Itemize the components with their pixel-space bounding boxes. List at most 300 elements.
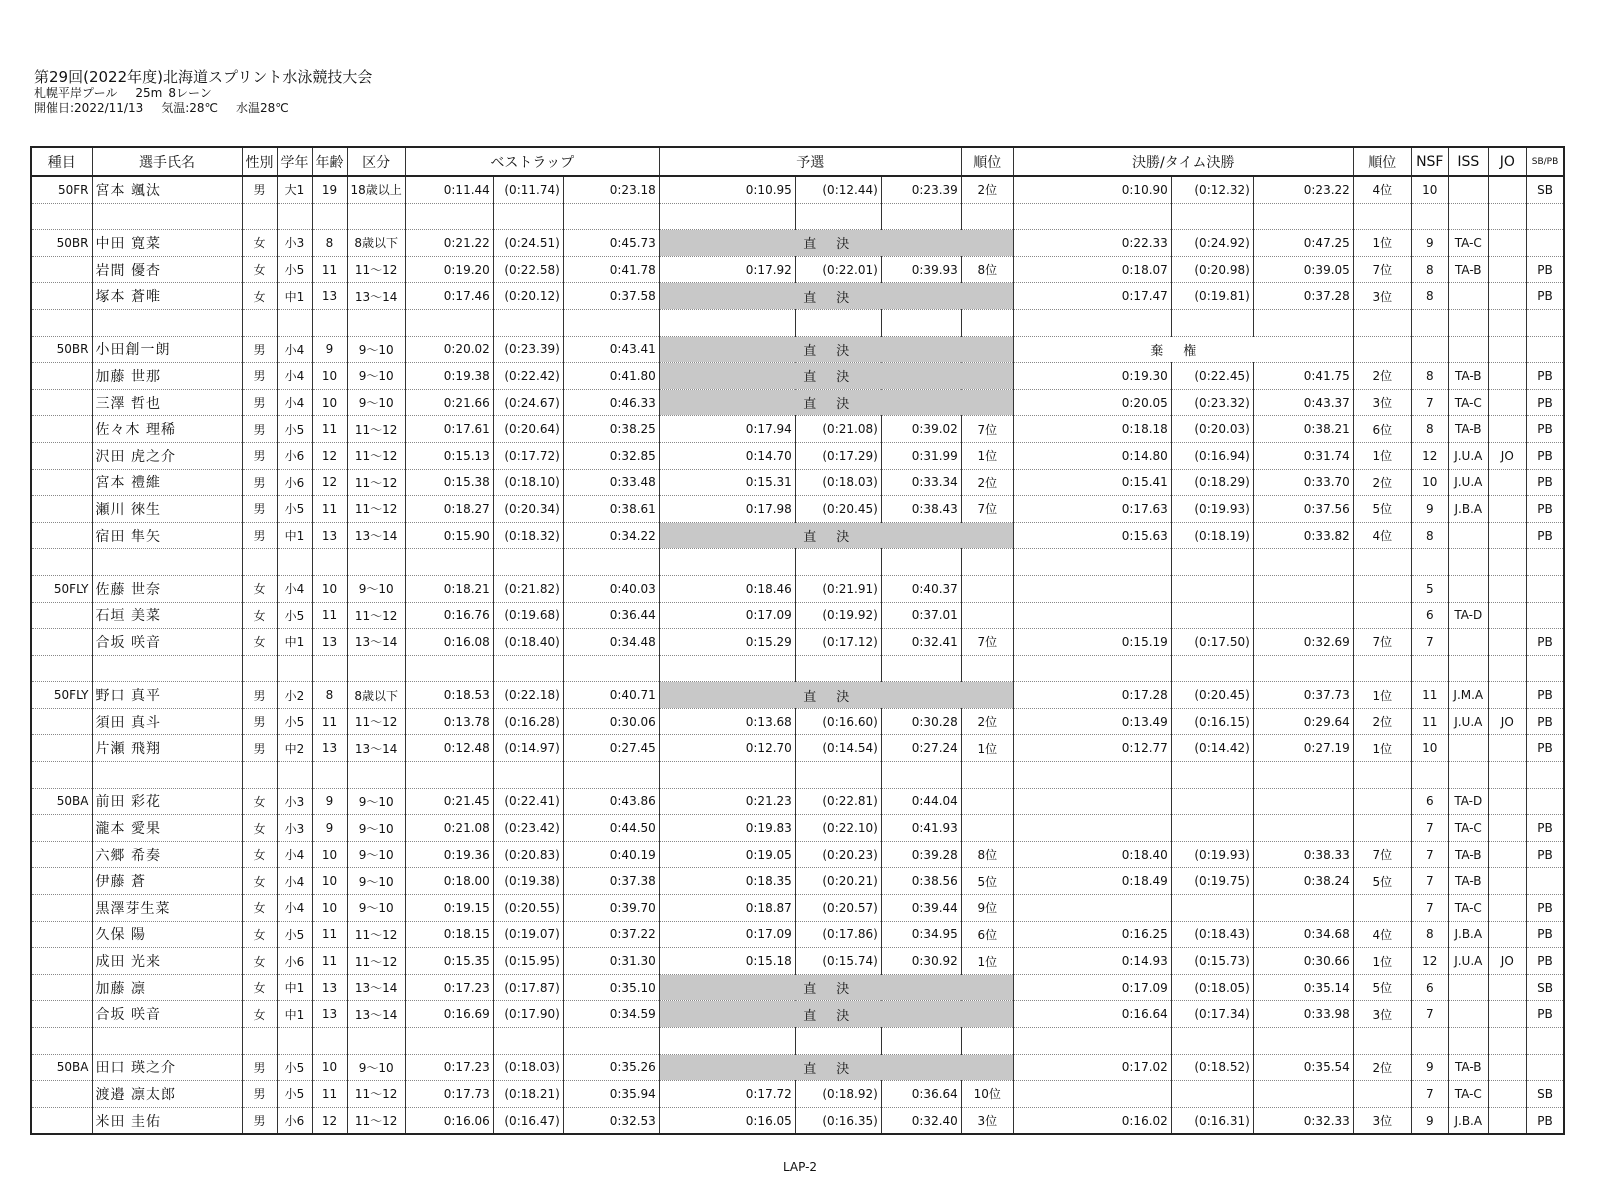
- empty-cell: [881, 1028, 961, 1055]
- best-lap-total: 0:40.03: [563, 575, 659, 602]
- prelim-rank: 7位: [961, 416, 1013, 443]
- swimmer-name: 宿田 隼矢: [92, 522, 242, 549]
- sex-cell: 男: [242, 363, 277, 390]
- results-body: [31, 176, 1564, 1134]
- jo-cell: [1488, 868, 1526, 895]
- nsf-cell: 9: [1411, 230, 1448, 257]
- iss-cell: [1448, 283, 1488, 310]
- empty-cell: [961, 549, 1013, 576]
- final-second: (0:16.31): [1171, 1107, 1253, 1134]
- col-division: 区分: [347, 147, 405, 176]
- table-row: [31, 336, 1564, 363]
- final-rank: 1位: [1353, 442, 1411, 469]
- age-cell: 19: [312, 176, 347, 203]
- meet-title: 第29回(2022年度)北海道スプリント水泳競技大会: [34, 68, 373, 86]
- division-cell: 18歳以上: [347, 176, 405, 203]
- division-cell: 8歳以下: [347, 682, 405, 709]
- final-total: [1253, 815, 1353, 842]
- spacer-row: [31, 762, 1564, 789]
- best-lap-split: 0:15.13: [405, 442, 493, 469]
- final-rank: 4位: [1353, 522, 1411, 549]
- venue-line: [34, 86, 372, 101]
- empty-cell: [1171, 762, 1253, 789]
- final-rank: 2位: [1353, 469, 1411, 496]
- page-footer: LAP-2: [782, 1160, 818, 1174]
- best-lap-split: 0:17.23: [405, 1054, 493, 1081]
- jo-cell: [1488, 1054, 1526, 1081]
- table-row: [31, 363, 1564, 390]
- age-cell: 13: [312, 522, 347, 549]
- empty-cell: [92, 549, 242, 576]
- division-cell: 13～14: [347, 735, 405, 762]
- empty-cell: [961, 1028, 1013, 1055]
- iss-cell: J.U.A: [1448, 442, 1488, 469]
- header-row: [31, 147, 1564, 176]
- best-lap-split: 0:13.78: [405, 708, 493, 735]
- prelim-rank: 10位: [961, 1081, 1013, 1108]
- event-cell: [31, 1001, 92, 1028]
- empty-cell: [277, 549, 312, 576]
- sex-cell: 女: [242, 788, 277, 815]
- final-rank: 5位: [1353, 974, 1411, 1001]
- empty-cell: [1353, 309, 1411, 336]
- sex-cell: 女: [242, 629, 277, 656]
- empty-cell: [1488, 203, 1526, 230]
- final-rank: [1353, 788, 1411, 815]
- best-lap-total: 0:32.53: [563, 1107, 659, 1134]
- final-split: 0:18.07: [1013, 256, 1171, 283]
- sex-cell: 男: [242, 389, 277, 416]
- final-total: 0:37.73: [1253, 682, 1353, 709]
- prelim-rank: 2位: [961, 469, 1013, 496]
- empty-cell: [277, 203, 312, 230]
- final-rank: 7位: [1353, 629, 1411, 656]
- prelim-second: (0:21.91): [795, 575, 881, 602]
- nsf-cell: 8: [1411, 522, 1448, 549]
- final-total: 0:47.25: [1253, 230, 1353, 257]
- final-rank: 1位: [1353, 230, 1411, 257]
- prelim-second: (0:20.45): [795, 496, 881, 523]
- best-lap-total: 0:39.70: [563, 895, 659, 922]
- sex-cell: 女: [242, 921, 277, 948]
- prelim-split: 0:14.70: [659, 442, 795, 469]
- sex-cell: 男: [242, 442, 277, 469]
- final-second: (0:19.75): [1171, 868, 1253, 895]
- age-cell: 13: [312, 629, 347, 656]
- sb-pb-cell: PB: [1526, 283, 1564, 310]
- sb-pb-cell: [1526, 602, 1564, 629]
- jo-cell: [1488, 895, 1526, 922]
- empty-cell: [242, 655, 277, 682]
- final-total: 0:43.37: [1253, 389, 1353, 416]
- final-rank: 2位: [1353, 1054, 1411, 1081]
- age-cell: 11: [312, 416, 347, 443]
- grade-cell: 小4: [277, 336, 312, 363]
- prelim-total: 0:36.64: [881, 1081, 961, 1108]
- sb-pb-cell: PB: [1526, 895, 1564, 922]
- table-row: [31, 602, 1564, 629]
- final-rank: 4位: [1353, 921, 1411, 948]
- final-rank: 3位: [1353, 1107, 1411, 1134]
- jo-cell: [1488, 921, 1526, 948]
- final-second: (0:23.32): [1171, 389, 1253, 416]
- age-cell: 13: [312, 974, 347, 1001]
- iss-cell: J.B.A: [1448, 921, 1488, 948]
- final-total: [1253, 895, 1353, 922]
- sex-cell: 女: [242, 841, 277, 868]
- prelim-total: 0:44.04: [881, 788, 961, 815]
- best-lap-split: 0:21.66: [405, 389, 493, 416]
- best-lap-second: (0:18.10): [493, 469, 563, 496]
- iss-cell: J.B.A: [1448, 496, 1488, 523]
- age-cell: 8: [312, 230, 347, 257]
- iss-cell: [1448, 522, 1488, 549]
- best-lap-second: (0:18.40): [493, 629, 563, 656]
- empty-cell: [405, 762, 493, 789]
- final-second: (0:22.45): [1171, 363, 1253, 390]
- sb-pb-cell: [1526, 336, 1564, 363]
- grade-cell: 小6: [277, 948, 312, 975]
- empty-cell: [881, 309, 961, 336]
- prelim-split: 0:15.18: [659, 948, 795, 975]
- jo-cell: [1488, 602, 1526, 629]
- final-total: 0:23.22: [1253, 176, 1353, 203]
- empty-cell: [1013, 1028, 1171, 1055]
- empty-cell: [1488, 549, 1526, 576]
- prelim-split: 0:12.70: [659, 735, 795, 762]
- empty-cell: [1013, 549, 1171, 576]
- final-split: 0:16.02: [1013, 1107, 1171, 1134]
- prelim-second: (0:20.57): [795, 895, 881, 922]
- event-cell: [31, 735, 92, 762]
- empty-cell: [659, 1028, 795, 1055]
- best-lap-split: 0:16.69: [405, 1001, 493, 1028]
- prelim-split: 0:19.05: [659, 841, 795, 868]
- empty-cell: [881, 203, 961, 230]
- event-cell: [31, 416, 92, 443]
- best-lap-split: 0:21.22: [405, 230, 493, 257]
- empty-cell: [92, 1028, 242, 1055]
- swimmer-name: 前田 彩花: [92, 788, 242, 815]
- empty-cell: [1253, 549, 1353, 576]
- final-rank: 1位: [1353, 682, 1411, 709]
- empty-cell: [312, 1028, 347, 1055]
- best-lap-split: 0:15.35: [405, 948, 493, 975]
- final-total: 0:27.19: [1253, 735, 1353, 762]
- final-split: 0:17.09: [1013, 974, 1171, 1001]
- grade-cell: 小4: [277, 389, 312, 416]
- table-row: [31, 708, 1564, 735]
- division-cell: 11～12: [347, 1107, 405, 1134]
- nsf-cell: 8: [1411, 416, 1448, 443]
- event-cell: [31, 469, 92, 496]
- prelim-rank: [961, 602, 1013, 629]
- age-cell: 10: [312, 895, 347, 922]
- empty-cell: [1411, 203, 1448, 230]
- empty-cell: [961, 309, 1013, 336]
- final-rank: 7位: [1353, 841, 1411, 868]
- table-row: [31, 575, 1564, 602]
- swimmer-name: 須田 真斗: [92, 708, 242, 735]
- empty-cell: [312, 762, 347, 789]
- best-lap-split: 0:19.15: [405, 895, 493, 922]
- iss-cell: TA-D: [1448, 788, 1488, 815]
- final-split: 0:15.63: [1013, 522, 1171, 549]
- final-second: (0:18.19): [1171, 522, 1253, 549]
- sb-pb-cell: PB: [1526, 442, 1564, 469]
- final-second: (0:15.73): [1171, 948, 1253, 975]
- sex-cell: 男: [242, 469, 277, 496]
- best-lap-second: (0:18.32): [493, 522, 563, 549]
- iss-cell: [1448, 974, 1488, 1001]
- final-split: 0:10.90: [1013, 176, 1171, 203]
- venue-name: 札幌平岸プール: [34, 86, 118, 100]
- direct-final-label: 直決: [659, 1001, 1013, 1028]
- division-cell: 13～14: [347, 522, 405, 549]
- final-total: 0:38.21: [1253, 416, 1353, 443]
- final-split: 0:14.80: [1013, 442, 1171, 469]
- direct-final-label: 直決: [659, 336, 1013, 363]
- best-lap-split: 0:19.36: [405, 841, 493, 868]
- division-cell: 9～10: [347, 336, 405, 363]
- age-cell: 13: [312, 735, 347, 762]
- prelim-split: 0:17.09: [659, 602, 795, 629]
- empty-cell: [1171, 549, 1253, 576]
- empty-cell: [242, 549, 277, 576]
- swimmer-name: 石垣 美菜: [92, 602, 242, 629]
- best-lap-total: 0:34.59: [563, 1001, 659, 1028]
- final-second: (0:16.94): [1171, 442, 1253, 469]
- results-table: [30, 146, 1565, 1135]
- table-row: [31, 442, 1564, 469]
- best-lap-second: (0:19.38): [493, 868, 563, 895]
- final-rank: 6位: [1353, 416, 1411, 443]
- document-header: [34, 68, 372, 116]
- empty-cell: [1448, 309, 1488, 336]
- prelim-total: 0:33.34: [881, 469, 961, 496]
- final-total: 0:35.54: [1253, 1054, 1353, 1081]
- table-row: [31, 735, 1564, 762]
- division-cell: 11～12: [347, 708, 405, 735]
- final-total: 0:33.82: [1253, 522, 1353, 549]
- best-lap-second: (0:20.64): [493, 416, 563, 443]
- sb-pb-cell: PB: [1526, 841, 1564, 868]
- jo-cell: [1488, 283, 1526, 310]
- sex-cell: 男: [242, 522, 277, 549]
- final-second: (0:18.29): [1171, 469, 1253, 496]
- swimmer-name: 加藤 凛: [92, 974, 242, 1001]
- prelim-rank: 3位: [961, 1107, 1013, 1134]
- final-second: (0:18.52): [1171, 1054, 1253, 1081]
- best-lap-total: 0:35.94: [563, 1081, 659, 1108]
- empty-cell: [493, 549, 563, 576]
- sex-cell: 男: [242, 416, 277, 443]
- col-nsf: NSF: [1411, 147, 1448, 176]
- jo-cell: [1488, 363, 1526, 390]
- prelim-rank: 2位: [961, 708, 1013, 735]
- best-lap-total: 0:41.80: [563, 363, 659, 390]
- final-split: [1013, 815, 1171, 842]
- table-row: [31, 815, 1564, 842]
- division-cell: 13～14: [347, 1001, 405, 1028]
- prelim-split: 0:18.87: [659, 895, 795, 922]
- table-row: [31, 230, 1564, 257]
- prelim-second: (0:21.08): [795, 416, 881, 443]
- empty-cell: [1526, 549, 1564, 576]
- swimmer-name: 加藤 世那: [92, 363, 242, 390]
- jo-cell: [1488, 469, 1526, 496]
- best-lap-second: (0:17.90): [493, 1001, 563, 1028]
- best-lap-total: 0:37.38: [563, 868, 659, 895]
- prelim-split: 0:17.98: [659, 496, 795, 523]
- jo-cell: [1488, 522, 1526, 549]
- empty-cell: [92, 309, 242, 336]
- best-lap-second: (0:24.67): [493, 389, 563, 416]
- grade-cell: 小4: [277, 868, 312, 895]
- empty-cell: [563, 549, 659, 576]
- prelim-split: 0:17.72: [659, 1081, 795, 1108]
- age-cell: 10: [312, 575, 347, 602]
- empty-cell: [1253, 203, 1353, 230]
- final-split: 0:13.49: [1013, 708, 1171, 735]
- prelim-second: (0:20.23): [795, 841, 881, 868]
- sb-pb-cell: PB: [1526, 629, 1564, 656]
- division-cell: 11～12: [347, 256, 405, 283]
- final-split: 0:12.77: [1013, 735, 1171, 762]
- nsf-cell: 11: [1411, 682, 1448, 709]
- age-cell: 10: [312, 363, 347, 390]
- best-lap-total: 0:40.19: [563, 841, 659, 868]
- best-lap-total: 0:36.44: [563, 602, 659, 629]
- empty-cell: [1171, 309, 1253, 336]
- prelim-split: 0:15.31: [659, 469, 795, 496]
- prelim-rank: 1位: [961, 442, 1013, 469]
- nsf-cell: 5: [1411, 575, 1448, 602]
- iss-cell: J.U.A: [1448, 948, 1488, 975]
- iss-cell: J.U.A: [1448, 469, 1488, 496]
- final-split: 0:18.18: [1013, 416, 1171, 443]
- prelim-total: 0:31.99: [881, 442, 961, 469]
- swimmer-name: 沢田 虎之介: [92, 442, 242, 469]
- prelim-total: 0:30.92: [881, 948, 961, 975]
- nsf-cell: 7: [1411, 868, 1448, 895]
- prelim-rank: 6位: [961, 921, 1013, 948]
- table-row: [31, 682, 1564, 709]
- final-split: 0:17.63: [1013, 496, 1171, 523]
- nsf-cell: 7: [1411, 895, 1448, 922]
- iss-cell: TA-D: [1448, 602, 1488, 629]
- final-split: [1013, 602, 1171, 629]
- final-split: 0:19.30: [1013, 363, 1171, 390]
- empty-cell: [312, 655, 347, 682]
- division-cell: 8歳以下: [347, 230, 405, 257]
- sb-pb-cell: [1526, 575, 1564, 602]
- sex-cell: 女: [242, 895, 277, 922]
- event-cell: [31, 921, 92, 948]
- best-lap-second: (0:21.82): [493, 575, 563, 602]
- final-rank: 2位: [1353, 708, 1411, 735]
- empty-cell: [277, 762, 312, 789]
- division-cell: 13～14: [347, 283, 405, 310]
- best-lap-split: 0:11.44: [405, 176, 493, 203]
- final-split: 0:18.49: [1013, 868, 1171, 895]
- final-split: 0:15.19: [1013, 629, 1171, 656]
- best-lap-split: 0:16.08: [405, 629, 493, 656]
- empty-cell: [347, 203, 405, 230]
- col-sb-pb: SB/PB: [1526, 147, 1564, 176]
- best-lap-total: 0:35.26: [563, 1054, 659, 1081]
- prelim-split: 0:19.83: [659, 815, 795, 842]
- empty-cell: [1353, 1028, 1411, 1055]
- swimmer-name: 伊藤 蒼: [92, 868, 242, 895]
- best-lap-total: 0:43.86: [563, 788, 659, 815]
- prelim-total: 0:39.28: [881, 841, 961, 868]
- empty-cell: [795, 655, 881, 682]
- best-lap-second: (0:20.12): [493, 283, 563, 310]
- jo-cell: [1488, 1107, 1526, 1134]
- empty-cell: [92, 655, 242, 682]
- empty-cell: [242, 203, 277, 230]
- division-cell: 11～12: [347, 469, 405, 496]
- empty-cell: [242, 1028, 277, 1055]
- final-second: [1171, 895, 1253, 922]
- final-second: (0:18.05): [1171, 974, 1253, 1001]
- sb-pb-cell: SB: [1526, 176, 1564, 203]
- nsf-cell: 8: [1411, 921, 1448, 948]
- grade-cell: 小5: [277, 1081, 312, 1108]
- grade-cell: 小4: [277, 575, 312, 602]
- grade-cell: 小5: [277, 256, 312, 283]
- empty-cell: [1488, 762, 1526, 789]
- prelim-second: (0:14.54): [795, 735, 881, 762]
- swimmer-name: 中田 寛菜: [92, 230, 242, 257]
- prelim-split: 0:17.94: [659, 416, 795, 443]
- iss-cell: J.M.A: [1448, 682, 1488, 709]
- division-cell: 11～12: [347, 948, 405, 975]
- grade-cell: 小5: [277, 602, 312, 629]
- age-cell: 10: [312, 1054, 347, 1081]
- age-cell: 11: [312, 496, 347, 523]
- sex-cell: 男: [242, 682, 277, 709]
- final-total: 0:32.69: [1253, 629, 1353, 656]
- iss-cell: TA-C: [1448, 1081, 1488, 1108]
- iss-cell: J.B.A: [1448, 1107, 1488, 1134]
- prelim-second: (0:17.29): [795, 442, 881, 469]
- swimmer-name: 六郷 希奏: [92, 841, 242, 868]
- prelim-second: (0:22.81): [795, 788, 881, 815]
- best-lap-total: 0:41.78: [563, 256, 659, 283]
- empty-cell: [659, 762, 795, 789]
- empty-cell: [92, 203, 242, 230]
- best-lap-total: 0:37.58: [563, 283, 659, 310]
- empty-cell: [1448, 203, 1488, 230]
- empty-cell: [659, 549, 795, 576]
- best-lap-second: (0:15.95): [493, 948, 563, 975]
- final-rank: [1353, 602, 1411, 629]
- best-lap-split: 0:16.76: [405, 602, 493, 629]
- grade-cell: 小6: [277, 1107, 312, 1134]
- empty-cell: [881, 655, 961, 682]
- empty-cell: [1448, 655, 1488, 682]
- division-cell: 13～14: [347, 974, 405, 1001]
- swimmer-name: 宮本 颯汰: [92, 176, 242, 203]
- final-total: 0:38.24: [1253, 868, 1353, 895]
- empty-cell: [881, 549, 961, 576]
- jo-cell: [1488, 815, 1526, 842]
- age-cell: 10: [312, 389, 347, 416]
- empty-cell: [31, 203, 92, 230]
- prelim-total: 0:38.43: [881, 496, 961, 523]
